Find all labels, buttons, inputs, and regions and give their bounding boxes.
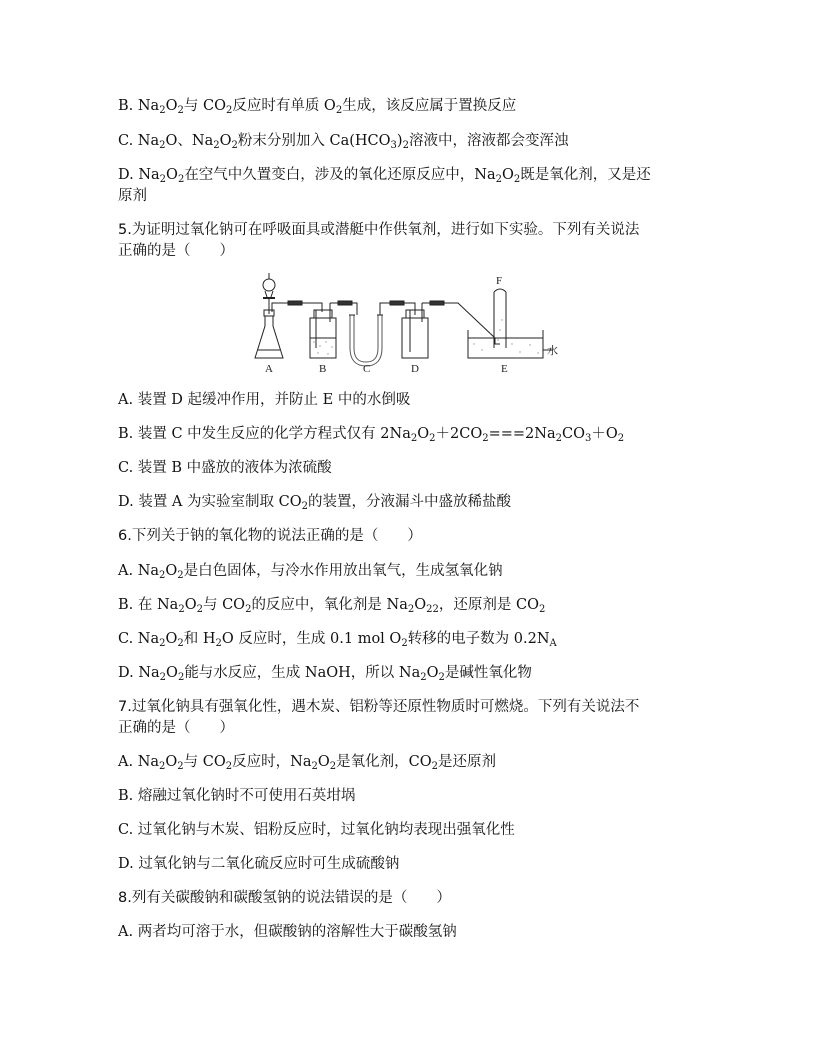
question-8-stem: 8.列有关碳酸钠和碳酸氢钠的说法错误的是（ ） [118,890,451,906]
question-7-stem-cont: 正确的是（ ） [118,720,234,736]
option-b-q5: B. 装置 C 中发生反应的化学方程式仅有 $2Na_2O_2+2CO_2===2Na_2CO_3+O_2$ [118,426,625,444]
option-d-q4: D. $Na_2O_2$在空气中久置变白，涉及的氧化还原反应中，$Na_2O_2$既是氧化剂，又是还 [118,167,651,185]
question-6-stem: 6.下列关于钠的氧化物的说法正确的是（ ） [118,528,422,544]
option-a-q8: A. 两者均可溶于水，但碳酸钠的溶解性大于碳酸氢钠 [118,924,457,940]
label-water: 水 [547,345,558,357]
label-e: E [501,363,508,375]
option-d-q4-cont: 原剂 [118,188,147,204]
label-f: F [496,275,503,287]
option-c-q4: C. $Na_2O$、$Na_2O_2$粉末分别加入 $Ca(HCO_3)_2$溶液中，溶液都会变浑浊 [118,133,569,151]
option-a-q5: A. 装置 D 起缓冲作用，并防止 E 中的水倒吸 [118,392,411,408]
question-5-stem-cont: 正确的是（ ） [118,243,234,259]
option-d-q5: D. 装置 A 为实验室制取 $CO_2$的装置，分液漏斗中盛放稀盐酸 [118,494,511,512]
option-b-q6: B. 在 $Na_2O_2$与 $CO_2$的反应中，氧化剂是 $Na_2O_{22}$，还原剂是 $CO_2$ [118,597,546,615]
option-b-q7: B. 熔融过氧化钠时不可使用石英坩埚 [118,788,356,804]
option-a-q6: A. $Na_2O_2$是白色固体，与冷水作用放出氧气，生成氢氧化钠 [118,563,503,581]
option-c-q5: C. 装置 B 中盛放的液体为浓硫酸 [118,460,332,476]
flask-a [255,316,283,358]
label-b: B [319,363,327,375]
option-c-q7: C. 过氧化钠与木炭、铝粉反应时，过氧化钠均表现出强氧化性 [118,822,515,838]
option-b-q4: B. $Na_2O_2$与 $CO_2$反应时有单质 $O_2$生成，该反应属于置换反应 [118,98,517,116]
option-d-q6: D. $Na_2O_2$能与水反应，生成 NaOH，所以 $Na_2O_2$是碱性氧化物 [118,665,532,683]
u-tube-c [352,315,380,364]
label-d: D [411,363,419,375]
label-a: A [265,363,273,375]
label-c: C [363,363,371,375]
experiment-apparatus-diagram [250,270,570,376]
tube-f [494,289,506,348]
question-7-stem: 7.过氧化钠具有强氧化性，遇木炭、铝粉等还原性物质时可燃烧。下列有关说法不 [118,699,640,715]
option-a-q7: A. $Na_2O_2$与 $CO_2$反应时，$Na_2O_2$是氧化剂，$CO_2$是还原剂 [118,754,496,772]
bottle-d [402,318,428,358]
question-5-stem: 5.为证明过氧化钠可在呼吸面具或潜艇中作供氧剂，进行如下实验。下列有关说法 [118,222,640,238]
option-d-q7: D. 过氧化钠与二氧化硫反应时可生成硫酸钠 [118,856,400,872]
option-c-q6: C. $Na_2O_2$和 $H_2O$ 反应时，生成 0.1 mol $O_2$转移的电子数为 $0.2N_A$ [118,631,557,649]
funnel-bulb [263,279,275,291]
